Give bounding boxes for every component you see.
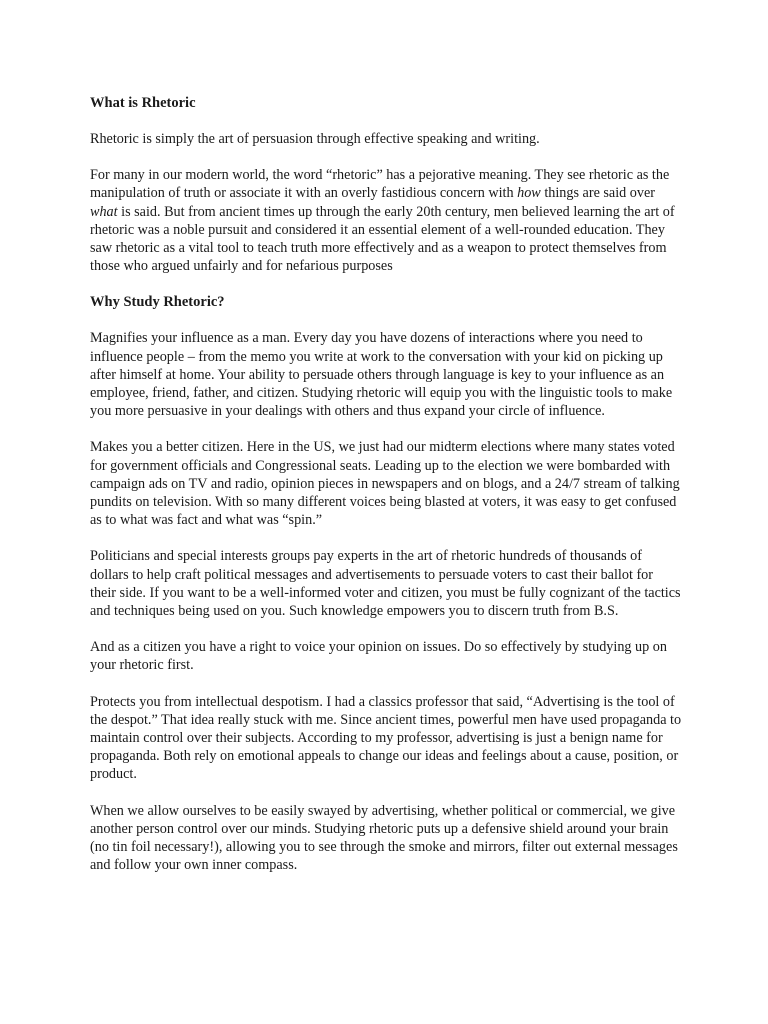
italic-how: how [517, 185, 541, 202]
paragraph-text: For many in our modern world, the word “rhetoric” has a pejorative meaning. They see rhetoric as the manipulation of truth or associate it with an overly fastidious concern with [90, 167, 670, 202]
spacer [90, 420, 682, 438]
spacer [90, 620, 682, 638]
spacer [90, 275, 682, 293]
spacer [90, 112, 682, 130]
spacer [90, 148, 682, 166]
spacer [90, 784, 682, 802]
document-page [90, 94, 682, 875]
paragraph-politicians: Politicians and special interests groups pay experts in the art of rhetoric hundreds of thousands of dollars to help craft political messages and advertisements to persuade voters to cast their ballot for their side. If you want to be a well-informed voter and citizen, you must be fully cognizant of the tactics and techniques being used on you. Such knowledge empowers you to discern truth from B.S. [90, 548, 681, 620]
italic-what: what [90, 203, 118, 220]
paragraph-text: things are said over [540, 185, 656, 202]
paragraph-voice-opinion: And as a citizen you have a right to voice your opinion on issues. Do so effectively by studying up on your rhetoric first. [90, 639, 667, 674]
spacer [90, 311, 682, 329]
spacer [90, 675, 682, 693]
spacer [90, 529, 682, 547]
paragraph-magnifies-influence: Magnifies your influence as a man. Every day you have dozens of interactions where you need to influence people – from the memo you write at work to the conversation with your kid on picking up after himself at home. Your ability to persuade others through language is key to your influence as an employee, friend, father, and citizen. Studying rhetoric will equip you with the linguistic tools to make you more persuasive in your dealings with others and thus expand your circle of influence. [90, 330, 673, 420]
paragraph-advertising-control: When we allow ourselves to be easily swayed by advertising, whether political or commercial, we give another person control over our minds. Studying rhetoric puts up a defensive shield around your brain (no tin foil necessary!), allowing you to see through the smoke and mirrors, filter out external messages and follow your own inner compass. [90, 802, 678, 874]
paragraph-intellectual-despotism: Protects you from intellectual despotism. I had a classics professor that said, “Advertising is the tool of the despot.” That idea really stuck with me. Since ancient times, powerful men have used propaganda to maintain control over their subjects. According to my professor, advertising is just a benign name for propaganda. Both rely on emotional appeals to change our ideas and feelings about a cause, position, or product. [90, 693, 682, 783]
section-heading-why-study-rhetoric: Why Study Rhetoric? [90, 294, 225, 311]
paragraph-text: is said. But from ancient times up through the early 20th century, men believed learning the art of rhetoric was a noble pursuit and considered it an essential element of a well-rounded education. They saw rhetoric as a vital tool to teach truth more effectively and as a weapon to protect themselves from those who argued unfairly and for nefarious purposes [90, 203, 675, 275]
paragraph-definition: Rhetoric is simply the art of persuasion through effective speaking and writing. [90, 131, 540, 147]
paragraph-better-citizen: Makes you a better citizen. Here in the US, we just had our midterm elections where many states voted for government officials and Congressional seats. Leading up to the election we were bombarded with campaign ads on TV and radio, opinion pieces in newspapers and on blogs, and a 24/7 stream of talking pundits on television. With so many different voices being blasted at voters, it was easy to get confused as to what was fact and what was “spin.” [90, 439, 680, 529]
paragraph-pejorative-meaning [90, 166, 682, 275]
section-heading-what-is-rhetoric: What is Rhetoric [90, 95, 196, 111]
